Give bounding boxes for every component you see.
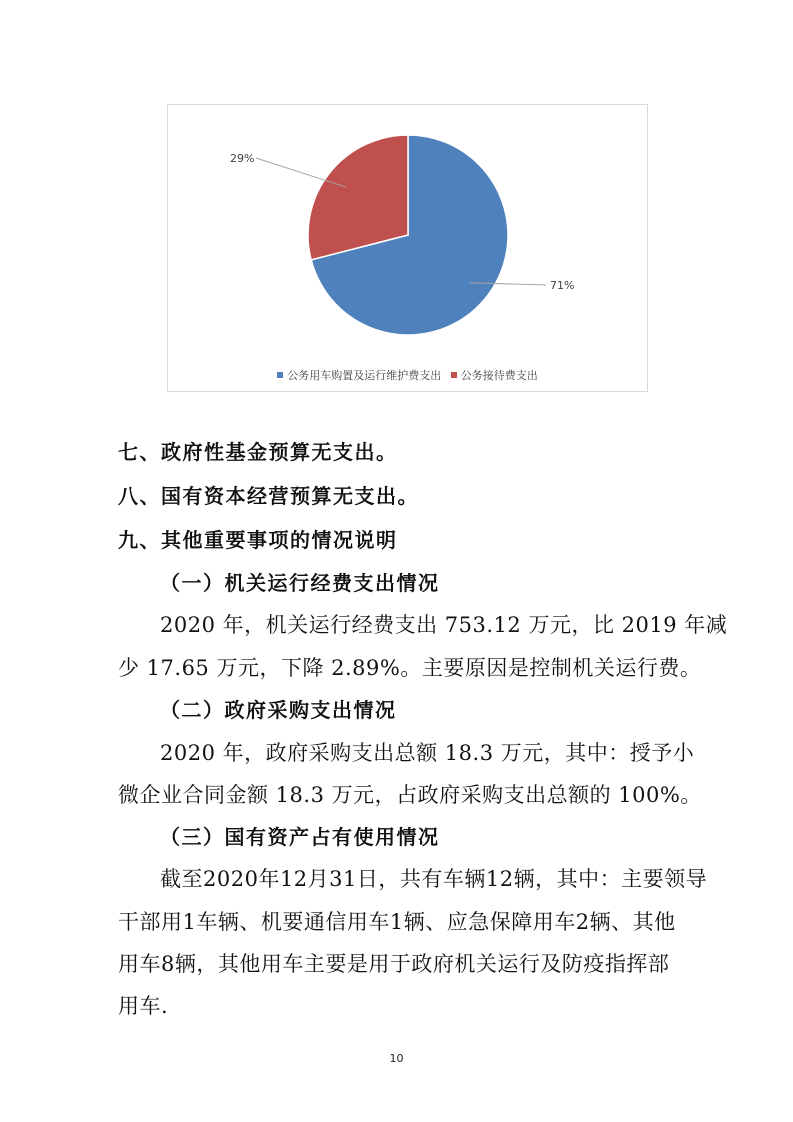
- legend-swatch-blue: [277, 372, 283, 378]
- paragraph-2-line-1: 2020 年，政府采购支出总额 18.3 万元，其中：授予小: [160, 741, 695, 765]
- paragraph-3-line-1: 截至2020年12月31日，共有车辆12辆，其中：主要领导: [160, 867, 708, 891]
- data-label-2: 29%: [230, 152, 255, 165]
- legend-item-reception: [451, 367, 538, 383]
- legend-label-vehicle: 公务用车购置及运行维护费支出: [287, 369, 442, 382]
- pie-chart: [167, 104, 648, 392]
- page-number: 10: [389, 1052, 404, 1065]
- subheading-1: （一）机关运行经费支出情况: [160, 571, 440, 595]
- paragraph-3-line-3: 用车8辆，其他用车主要是用于政府机关运行及防疫指挥部: [118, 952, 670, 976]
- heading-9: 九、其他重要事项的情况说明: [118, 528, 398, 552]
- legend-swatch-red: [451, 372, 457, 378]
- legend-label-reception: 公务接待费支出: [460, 369, 538, 382]
- subheading-2: （二）政府采购支出情况: [160, 698, 397, 722]
- paragraph-2-line-2: 微企业合同金额 18.3 万元，占政府采购支出总额的 100%。: [118, 783, 702, 807]
- paragraph-3-line-4: 用车.: [118, 994, 169, 1018]
- heading-7: 七、政府性基金预算无支出。: [118, 440, 398, 464]
- pie-chart-svg: [168, 105, 649, 393]
- paragraph-3-line-2: 干部用1车辆、机要通信用车1辆、应急保障用车2辆、其他: [118, 910, 676, 934]
- paragraph-1-line-2: 少 17.65 万元，下降 2.89%。主要原因是控制机关运行费。: [118, 656, 702, 680]
- data-label-1: 71%: [550, 279, 575, 292]
- subheading-3: （三）国有资产占有使用情况: [160, 825, 440, 849]
- heading-8: 八、国有资本经营预算无支出。: [118, 484, 419, 508]
- chart-legend: [168, 367, 647, 383]
- legend-item-vehicle: [277, 367, 441, 383]
- paragraph-1-line-1: 2020 年，机关运行经费支出 753.12 万元，比 2019 年减: [160, 613, 728, 637]
